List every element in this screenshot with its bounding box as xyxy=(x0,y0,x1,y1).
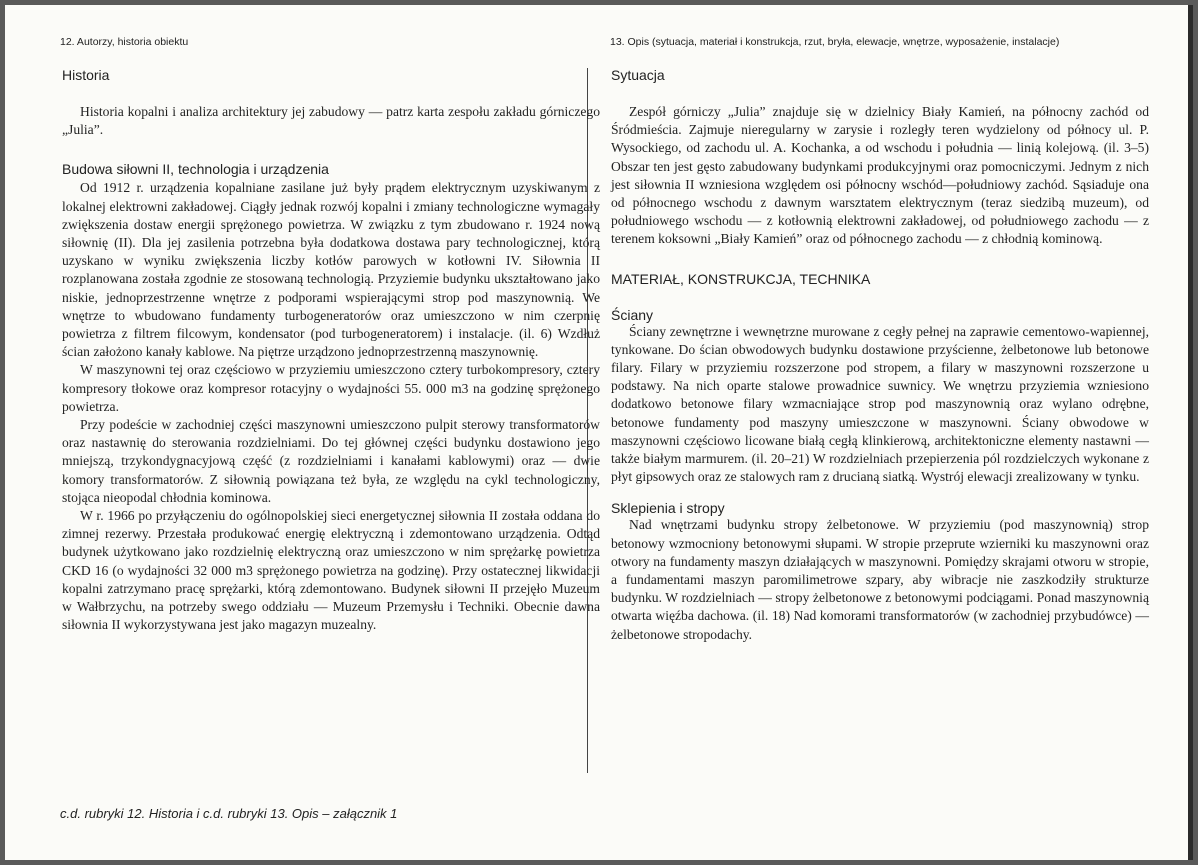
paragraph-sklepienia: Nad wnętrzami budynku stropy żelbetonowe. W przyziemiu (pod maszynownią) strop betonowy wzmocniony betonowymi słupami. W stropie przeprute wzierniki ku maszynowni oraz otwory na fundamenty maszyn działających w maszynowni. Pomiędzy skrajami otworu w stropie, a fundamentami maszyn paromilimetrowe szpary, aby wibracje nie zaszkodziły strukturze budynku. W rozdzielniach — stropy żelbetonowe z betonowymi podciągami. Ponad maszynownią otwarta więźba dachowa. (il. 18) Nad komorami transformatorów (w zachodniej przybudówce) — żelbetonowe stropodachy. xyxy=(611,517,1149,642)
spacer xyxy=(611,293,1149,307)
section-heading-historia: Historia xyxy=(62,67,110,83)
paragraph-historia: Historia kopalni i analiza architektury jej zabudowy — patrz karta zespołu zakładu górniczego „Julia”. xyxy=(62,104,600,138)
section-heading-sytuacja: Sytuacja xyxy=(611,67,665,83)
paragraph-budowa-2: W maszynowni tej oraz częściowo w przyziemiu umieszczono cztery turbokompresory, cztery kompresory tłokowe oraz kompresor rotacyjny o wydajności 55. 000 m3 na godzinę sprężonego powietrza. xyxy=(62,362,600,414)
spacer xyxy=(611,486,1149,500)
spacer xyxy=(62,89,600,103)
document-page xyxy=(5,5,1193,860)
subsection-heading-sciany: Ściany xyxy=(611,306,654,323)
spacer xyxy=(62,139,600,161)
section-heading-material: MATERIAŁ, KONSTRUKCJA, TECHNIKA xyxy=(611,270,871,287)
spacer xyxy=(611,249,1149,271)
page-footer: c.d. rubryki 12. Historia i c.d. rubryki 13. Opis – załącznik 1 xyxy=(60,806,398,821)
paragraph-sciany: Ściany zewnętrzne i wewnętrzne murowane z cegły pełnej na zaprawie cementowo-wapiennej, tynkowane. Do ścian obwodowych budynku dostawione przyścienne, żelbetonowe lub betonowe filary. Filary w przyziemiu rozszerzone pod stropem, a filary w maszynowni rozszerzone u podstawy. Na nich oparte stalowe prowadnice suwnicy. We wnętrzu przyziemia wzniesiono dodatkowo betonowe filary wzmacniające strop pod maszynownią oraz wylano odrębne, betonowe fundamenty pod maszyny umieszczone w maszynowni. Ściany obwodowe w maszynowni częściowo licowane białą cegłą klinkierową, architektoniczne elementy nastawni — także białym marmurem. (il. 20–21) W rozdzielniach przepierzenia pól rozdzielczych wykonane z płyt gipsowych oraz ze stalowych ram z drucianą siatką. Wystrój elewacji zrealizowany w tynku. xyxy=(611,323,1149,485)
section-heading-budowa: Budowa siłowni II, technologia i urządzenia xyxy=(62,161,329,178)
left-page-header: 12. Autorzy, historia obiektu xyxy=(60,36,189,48)
left-column xyxy=(62,67,600,634)
right-column xyxy=(611,67,1149,644)
paragraph-budowa-1: Od 1912 r. urządzenia kopalniane zasilane już były prądem elektrycznym uzyskiwanym z lokalnej elektrowni zakładowej. Ciągły jednak rozwój kopalni i zmiany technologiczne wymagały zwiększenia dostaw energii sprężonego powietrza. W związku z tym zbudowano r. 1924 nową siłownię (II). Dla jej zasilenia potrzebna była dodatkowa dostawa pary technologicznej, którą uzyskano w wyniku zwiększenia liczby kotłów parowych w kotłowni IV. Siłownia II rozplanowana została zgodnie ze stosowaną technologią. Przyziemie budynku ukształtowano jako niskie, jednoprzestrzenne wnętrze z podporami wspierającymi strop pod maszynownią. We wnętrze to wbudowano fundamenty turbogeneratorów oraz umieszczono w nim czerpnię powietrza z filtrem filcowym, kondensator (pod turbogeneratorem) i instalacje. (il. 6) Wzdłuż ścian założono kanały kablowe. Na piętrze urządzono jednoprzestrzenną maszynownię. xyxy=(62,180,600,360)
right-page-header: 13. Opis (sytuacja, materiał i konstrukcja, rzut, bryła, elewacje, wnętrze, wyposażenie, instalacje) xyxy=(610,36,1060,48)
spacer xyxy=(611,89,1149,103)
paragraph-sytuacja: Zespół górniczy „Julia” znajduje się w dzielnicy Biały Kamień, na północny zachód od Śródmieścia. Zajmuje nieregularny w zarysie i rozległy teren wydzielony od północy ul. P. Wysockiego, od zachodu ul. A. Kochanka, a od wschodu i południa — linią kolejową. (il. 3–5) Obszar ten jest gęsto zabudowany budynkami produkcyjnymi oraz pomocniczymi. Jednym z nich jest siłownia II wzniesiona względem osi północny wschód—południowy zachód. Sąsiaduje ona od północnego wschodu z dawnym warsztatem elektrycznym (teraz siedzibą muzeum), od południowego wschodu — z kotłownią elektrowni zakładowej, od południowego zachodu — z terenem koksowni „Biały Kamień” oraz od północnego zachodu — z chłodnią kominową. xyxy=(611,104,1149,247)
paragraph-budowa-4: W r. 1966 po przyłączeniu do ogólnopolskiej sieci energetycznej siłownia II została oddana do zimnej rezerwy. Przestała produkować energię elektryczną i zdemontowano urządzenia. Odtąd budynek użytkowano jako rozdzielnię elektryczną oraz umieszczono w nim sprężarkę powietrza CKD 16 (o wydajności 32 000 m3 sprężonego powietrza na godzinę). Przy ostatecznej likwidacji kopalni zatrzymano pracę sprężarki, którą zdemontowano. Budynek siłowni II przejęło Muzeum w Wałbrzychu, na potrzeby swego oddziału — Muzeum Przemysłu i Techniki. Obecnie dawna siłownia II wykorzystywana jest jako magazyn muzealny. xyxy=(62,508,600,633)
subsection-heading-sklepienia: Sklepienia i stropy xyxy=(611,500,725,517)
paragraph-budowa-3: Przy podeście w zachodniej części maszynowni umieszczono pulpit sterowy transformatorów oraz nastawnię do sterowania rozdzielniami. Do tej głównej części budynku dostawiono jego mniejszą, trzykondygnacyjową część (z rozdzielniami i kanałami kablowymi) oraz — dwie komory transformatorów. Z siłownią powiązana też była, ze względu na cykl technologiczny, stojąca nieopodal chłodnia kominowa. xyxy=(62,417,600,505)
